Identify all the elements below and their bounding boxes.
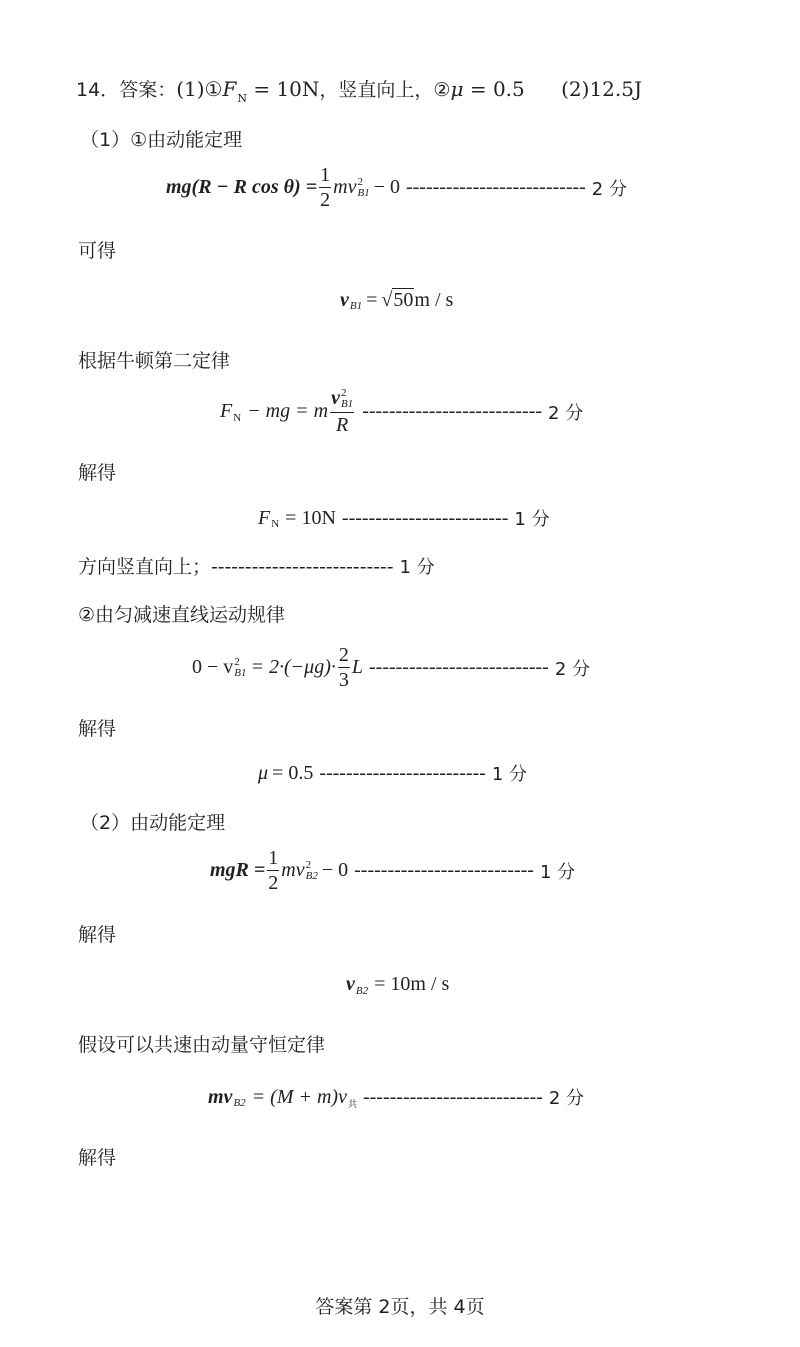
- text-jiede-4: 解得: [78, 1147, 117, 1169]
- equation-newton: F N − mg = m v 2 B1 R --------------------------- 2 分: [220, 387, 584, 437]
- score-dashes: ---------------------------: [354, 859, 534, 881]
- text-kede: 可得: [78, 240, 117, 262]
- equation-vb2: v B2 = 10m / s: [346, 973, 450, 997]
- score: 2 分: [548, 402, 584, 424]
- mu-symbol: μ: [450, 77, 464, 101]
- equation-momentum: mv B2 = (M + m)v 共 --------------------------- 2 分: [208, 1085, 584, 1110]
- score: 1 分: [514, 509, 550, 530]
- score-dashes: -------------------------: [341, 506, 509, 529]
- question-number: 14．: [76, 79, 120, 101]
- text-jiede-2: 解得: [78, 718, 117, 740]
- score-dashes: ---------------------------: [405, 176, 586, 198]
- part2-answer: (2)12.5J: [561, 77, 642, 101]
- text-jiede-3: 解得: [78, 924, 117, 946]
- fn-value: = 10N: [253, 77, 320, 101]
- direction-text: ，竖直向上，②: [319, 79, 451, 101]
- section1-title: （1）①由动能定理: [80, 129, 243, 151]
- mu-value: = 0.5: [469, 77, 525, 101]
- text-yunjiansu: ②由匀减速直线运动规律: [78, 604, 286, 626]
- equation-kinematics: 0 − v 2 B1 = 2·(−μg)· $\frac{2}{3}$ L --------------------------- 2 分: [192, 644, 591, 691]
- equation-fn-result: F N = 10N ------------------------- 1 分: [258, 506, 550, 530]
- score-dashes: ---------------------------: [369, 656, 549, 678]
- section2-title: （2）由动能定理: [80, 812, 226, 834]
- score: 2 分: [548, 1088, 584, 1109]
- part1-label: (1)①: [176, 77, 223, 101]
- answer-header: 14．答案：$(1)①F_N = 10N$，竖直向上，②μ = 0.5 (2)12.5J: [76, 77, 642, 105]
- score: 1 分: [539, 861, 576, 883]
- text-niudun: 根据牛顿第二定律: [78, 350, 231, 372]
- score: 2 分: [591, 178, 627, 200]
- fn-symbol: F: [222, 77, 237, 101]
- score-dashes: -------------------------: [319, 761, 486, 784]
- equation-mu-result: μ = 0.5 ------------------------- 1 分: [258, 761, 528, 785]
- text-jiede-1: 解得: [78, 462, 117, 484]
- direction-line: 方向竖直向上；--------------------------- 1 分: [78, 554, 435, 578]
- equation-energy-1: mg(R − R cos θ) = $\frac{1}{2}$ mv 2 B1 − 0 --------------------------- 2 分: [166, 164, 627, 211]
- text-jiashe: 假设可以共速由动量守恒定律: [78, 1034, 326, 1056]
- score-dashes: ---------------------------: [362, 400, 543, 423]
- page-footer: 答案第 2页，共 4页: [315, 1296, 485, 1318]
- equation-vb1: v B1 = √ 50 m / s: [340, 288, 454, 312]
- answer-label: 答案：: [119, 79, 177, 101]
- score-dashes: ---------------------------: [362, 1085, 543, 1108]
- score: 1 分: [491, 764, 528, 785]
- score: 2 分: [554, 658, 591, 680]
- equation-energy-2: mgR = $\frac{1}{2}$ mv 2 B2 − 0 --------------------------- 1 分: [210, 847, 576, 894]
